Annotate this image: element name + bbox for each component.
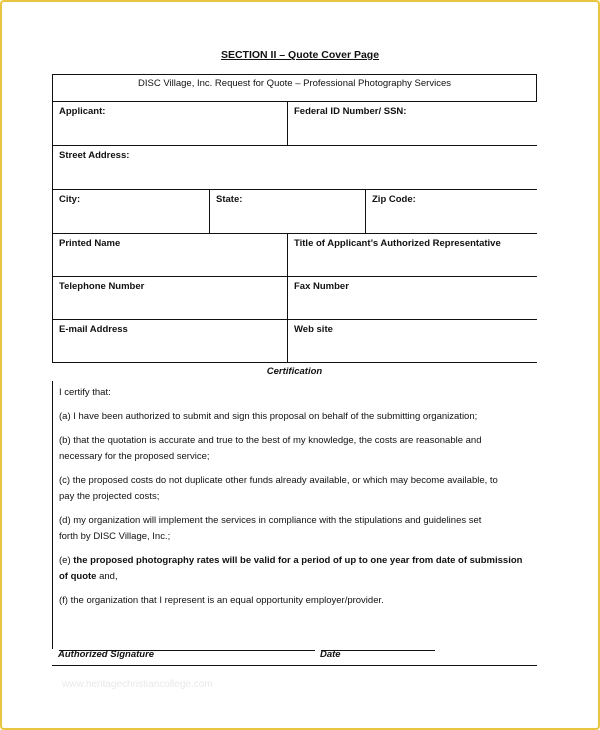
representative-title-field[interactable]: Title of Applicant’s Authorized Representative <box>287 234 537 276</box>
printed-name-field[interactable]: Printed Name <box>59 238 121 249</box>
state-field[interactable]: State: <box>209 190 365 233</box>
certification-heading: Certification <box>266 366 323 377</box>
certification-section <box>52 381 537 649</box>
certification-item-a: (a) I have been authorized to submit and sign this proposal on behalf of the submitting organization; <box>59 411 478 422</box>
certification-item-c-line1: (c) the proposed costs do not duplicate other funds already available, or which may become available, to <box>59 475 498 486</box>
city-field[interactable]: City: <box>59 194 81 205</box>
certification-item-b-line2: necessary for the proposed service; <box>59 451 210 462</box>
email-field[interactable]: E-mail Address <box>59 324 128 335</box>
website-field[interactable]: Web site <box>287 320 537 362</box>
page-title: SECTION II – Quote Cover Page <box>220 49 380 61</box>
date-label: Date <box>320 649 341 660</box>
row-name-title <box>52 234 537 277</box>
row-street <box>52 146 537 190</box>
telephone-field[interactable]: Telephone Number <box>59 281 145 292</box>
form-header: DISC Village, Inc. Request for Quote – Professional Photography Services <box>52 74 537 102</box>
certification-item-c <box>59 473 531 505</box>
row-applicant <box>52 102 537 146</box>
certification-item-e-bold-line2: of quote <box>59 571 97 582</box>
certification-item-e-bold-line1: the proposed photography rates will be valid for a period of up to one year from date of submission <box>73 555 523 566</box>
authorized-signature-label: Authorized Signature <box>58 649 155 660</box>
quote-cover-form <box>52 74 537 660</box>
watermark: www.heritagechristiancollege.com <box>62 679 213 690</box>
fax-field[interactable]: Fax Number <box>287 277 537 319</box>
row-phone-fax <box>52 277 537 320</box>
certification-item-b <box>59 433 531 465</box>
certification-item-d <box>59 513 531 545</box>
certification-item-f: (f) the organization that I represent is an equal opportunity employer/provider. <box>59 595 384 606</box>
signature-labels <box>52 649 537 666</box>
certification-intro: I certify that: <box>59 387 111 398</box>
row-email-web <box>52 320 537 363</box>
row-city-state-zip <box>52 190 537 234</box>
federal-id-field[interactable]: Federal ID Number/ SSN: <box>287 102 537 145</box>
zip-code-field[interactable]: Zip Code: <box>365 190 537 233</box>
certification-item-d-line2: forth by DISC Village, Inc.; <box>59 531 171 542</box>
certification-item-c-line2: pay the projected costs; <box>59 491 160 502</box>
certification-item-b-line1: (b) that the quotation is accurate and true to the best of my knowledge, the costs are reasonable and <box>59 435 482 446</box>
certification-item-e-prefix: (e) <box>59 555 74 566</box>
certification-item-e-suffix: and, <box>96 571 118 582</box>
applicant-field[interactable]: Applicant: <box>59 106 106 117</box>
certification-item-e <box>59 553 531 585</box>
certification-item-d-line1: (d) my organization will implement the services in compliance with the stipulations and guidelines set <box>59 515 482 526</box>
street-address-field[interactable]: Street Address: <box>59 150 130 161</box>
